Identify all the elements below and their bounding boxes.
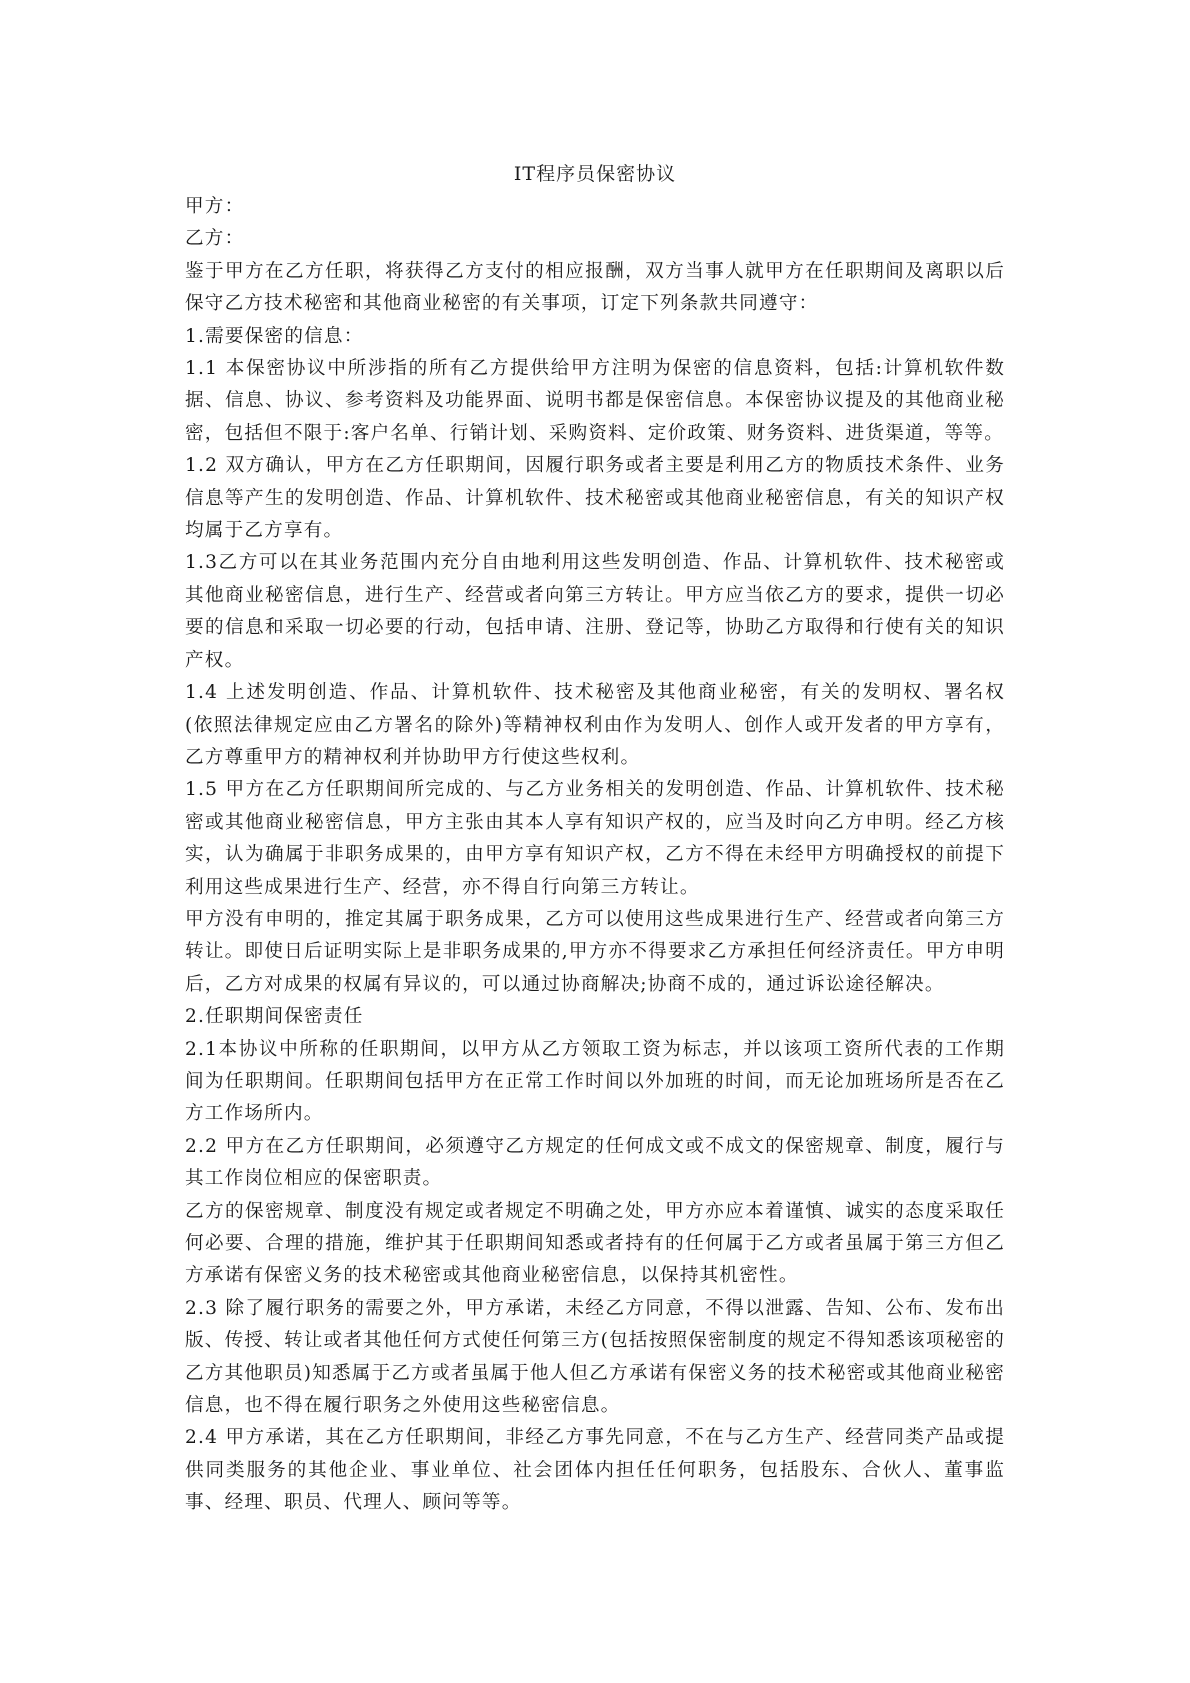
- preamble-paragraph: 鉴于甲方在乙方任职，将获得乙方支付的相应报酬，双方当事人就甲方在任职期间及离职以后保守乙方技术秘密和其他商业秘密的有关事项，订定下列条款共同遵守：: [185, 260, 1005, 315]
- section-heading-2: 2.任职期间保密责任: [185, 1006, 364, 1028]
- clause-2-1: 2.1本协议中所称的任职期间，以甲方从乙方领取工资为标志，并以该项工资所代表的工作期间为任职期间。任职期间包括甲方在正常工作时间以外加班的时间，而无论加班场所是否在乙方工作场所内。: [185, 1038, 1005, 1125]
- section-heading-1: 1.需要保密的信息：: [185, 325, 364, 347]
- document-title: IT程序员保密协议: [513, 163, 677, 185]
- clause-2-4: 2.4 甲方承诺，其在乙方任职期间，非经乙方事先同意，不在与乙方生产、经营同类产品或提供同类服务的其他企业、事业单位、社会团体内担任任何职务，包括股东、合伙人、董事监事、经理、职员、代理人、顾问等等。: [185, 1427, 1005, 1514]
- party-b-line: 乙方：: [185, 228, 245, 250]
- clause-1-1: 1.1 本保密协议中所涉指的所有乙方提供给甲方注明为保密的信息资料，包括:计算机软件数据、信息、协议、参考资料及功能界面、说明书都是保密信息。本保密协议提及的其他商业秘密，包括但不限于:客户名单、行销计划、采购资料、定价政策、财务资料、进货渠道，等等。: [185, 358, 1005, 444]
- clause-2-2-continued: 乙方的保密规章、制度没有规定或者规定不明确之处，甲方亦应本着谨慎、诚实的态度采取任何必要、合理的措施，维护其于任职期间知悉或者持有的任何属于乙方或者虽属于第三方但乙方承诺有保密义务的技术秘密或其他商业秘密信息，以保持其机密性。: [185, 1200, 1005, 1287]
- clause-1-5: 1.5 甲方在乙方任职期间所完成的、与乙方业务相关的发明创造、作品、计算机软件、技术秘密或其他商业秘密信息，甲方主张由其本人享有知识产权的，应当及时向乙方申明。经乙方核实，认为确属于非职务成果的，由甲方享有知识产权，乙方不得在未经甲方明确授权的前提下利用这些成果进行生产、经营，亦不得自行向第三方转让。: [185, 779, 1005, 898]
- clause-2-2: 2.2 甲方在乙方任职期间，必须遵守乙方规定的任何成文或不成文的保密规章、制度，履行与其工作岗位相应的保密职责。: [185, 1135, 1005, 1190]
- clause-1-5-continued: 甲方没有申明的，推定其属于职务成果，乙方可以使用这些成果进行生产、经营或者向第三方转让。即使日后证明实际上是非职务成果的,甲方亦不得要求乙方承担任何经济责任。甲方申明后，乙方对成果的权属有异议的，可以通过协商解决;协商不成的，通过诉讼途径解决。: [185, 908, 1005, 995]
- clause-1-4: 1.4 上述发明创造、作品、计算机软件、技术秘密及其他商业秘密，有关的发明权、署名权(依照法律规定应由乙方署名的除外)等精神权利由作为发明人、创作人或开发者的甲方享有，乙方尊重甲方的精神权利并协助甲方行使这些权利。: [185, 682, 1005, 768]
- clause-2-3: 2.3 除了履行职务的需要之外，甲方承诺，未经乙方同意，不得以泄露、告知、公布、发布出版、传授、转让或者其他任何方式使任何第三方(包括按照保密制度的规定不得知悉该项秘密的乙方其他职员)知悉属于乙方或者虽属于他人但乙方承诺有保密义务的技术秘密或其他商业秘密信息，也不得在履行职务之外使用这些秘密信息。: [185, 1297, 1005, 1417]
- clause-1-2: 1.2 双方确认，甲方在乙方任职期间，因履行职务或者主要是利用乙方的物质技术条件、业务信息等产生的发明创造、作品、计算机软件、技术秘密或其他商业秘密信息，有关的知识产权均属于乙方享有。: [185, 455, 1005, 542]
- document-body: [185, 158, 1005, 1520]
- party-a-line: 甲方：: [185, 196, 245, 217]
- clause-1-3: 1.3乙方可以在其业务范围内充分自由地利用这些发明创造、作品、计算机软件、技术秘密或其他商业秘密信息，进行生产、经营或者向第三方转让。甲方应当依乙方的要求，提供一切必要的信息和采取一切必要的行动，包括申请、注册、登记等，协助乙方取得和行使有关的知识产权。: [185, 552, 1005, 671]
